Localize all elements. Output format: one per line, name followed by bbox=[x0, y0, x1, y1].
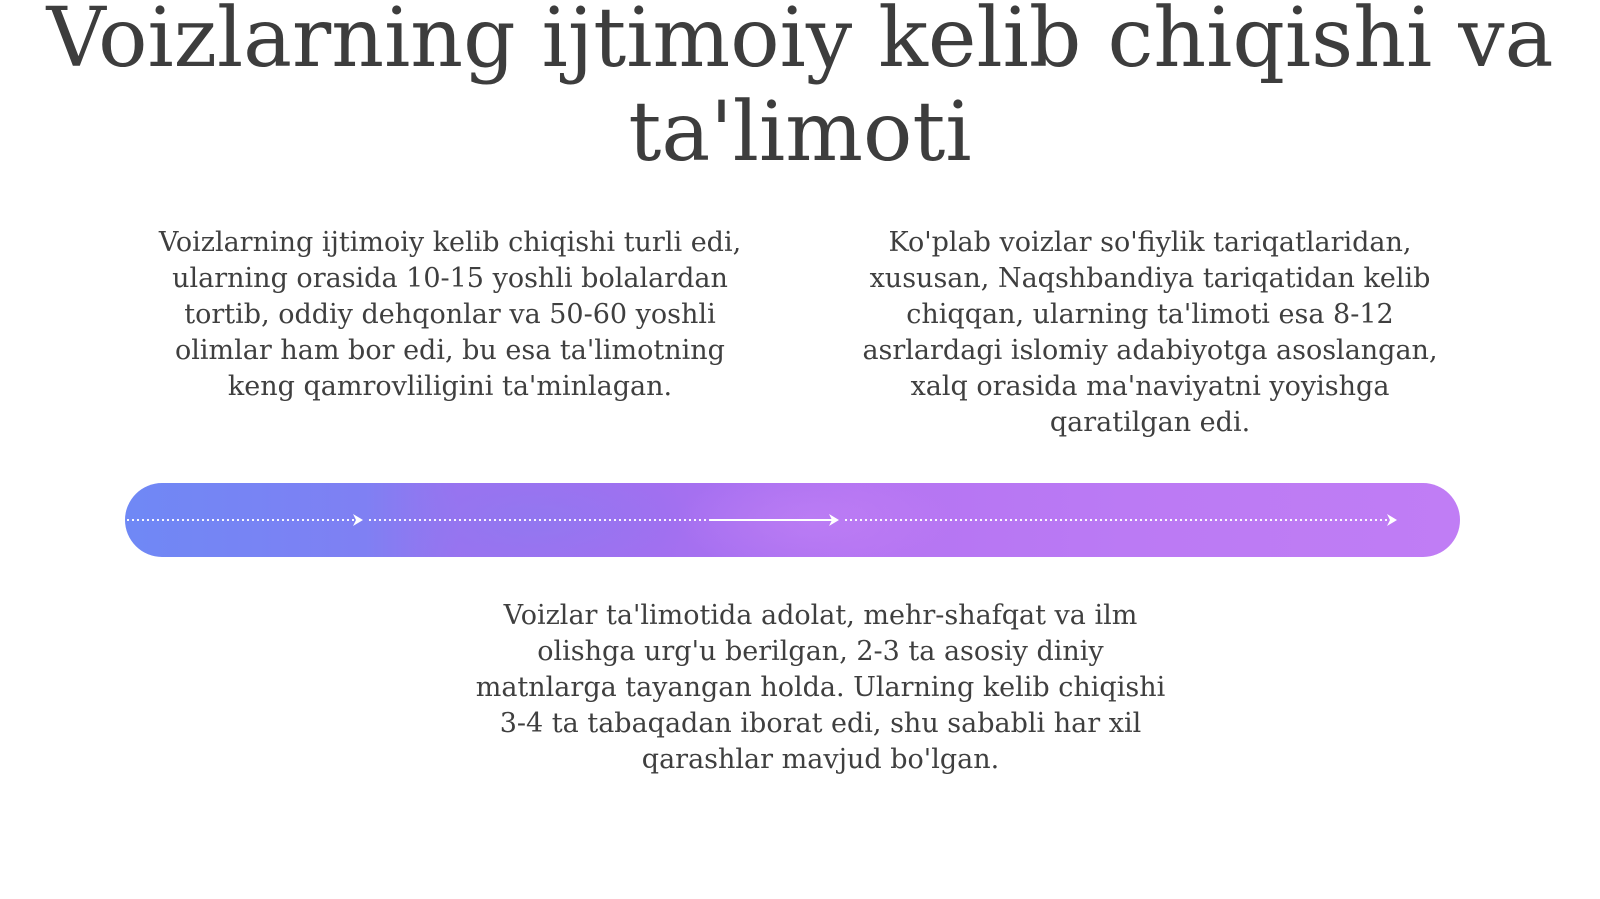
timeline-arrows bbox=[125, 483, 1460, 557]
paragraph-left: Voizlarning ijtimoiy kelib chiqishi turli edi, ularning orasida 10-15 yoshli bolalardan tortib, oddiy dehqonlar va 50-60 yoshli olimlar ham bor edi, bu esa ta'limotning keng qamrovliligini ta'minlagan. bbox=[158, 227, 742, 402]
arrow-right-icon bbox=[1387, 514, 1397, 526]
paragraph-bottom: Voizlar ta'limotida adolat, mehr-shafqat va ilm olishga urg'u berilgan, 2-3 ta asosiy diniy matnlarga tayangan holda. Ularning kelib chiqishi 3-4 ta tabaqadan iborat edi, shu sababli har xil qarashlar mavjud bo'lgan. bbox=[475, 600, 1166, 775]
timeline-bar bbox=[125, 483, 1460, 557]
slide-title: Voizlarning ijtimoiy kelib chiqishi va ta'limoti bbox=[46, 0, 1554, 180]
paragraph-right: Ko'plab voizlar so'fiylik tariqatlaridan, xususan, Naqshbandiya tariqatidan kelib chiqqan, ularning ta'limoti esa 8-12 asrlardagi islomiy adabiyotga asoslangan, xalq orasida ma'naviyatni yoyishga qaratilgan edi. bbox=[862, 227, 1438, 438]
arrow-right-icon bbox=[353, 514, 363, 526]
